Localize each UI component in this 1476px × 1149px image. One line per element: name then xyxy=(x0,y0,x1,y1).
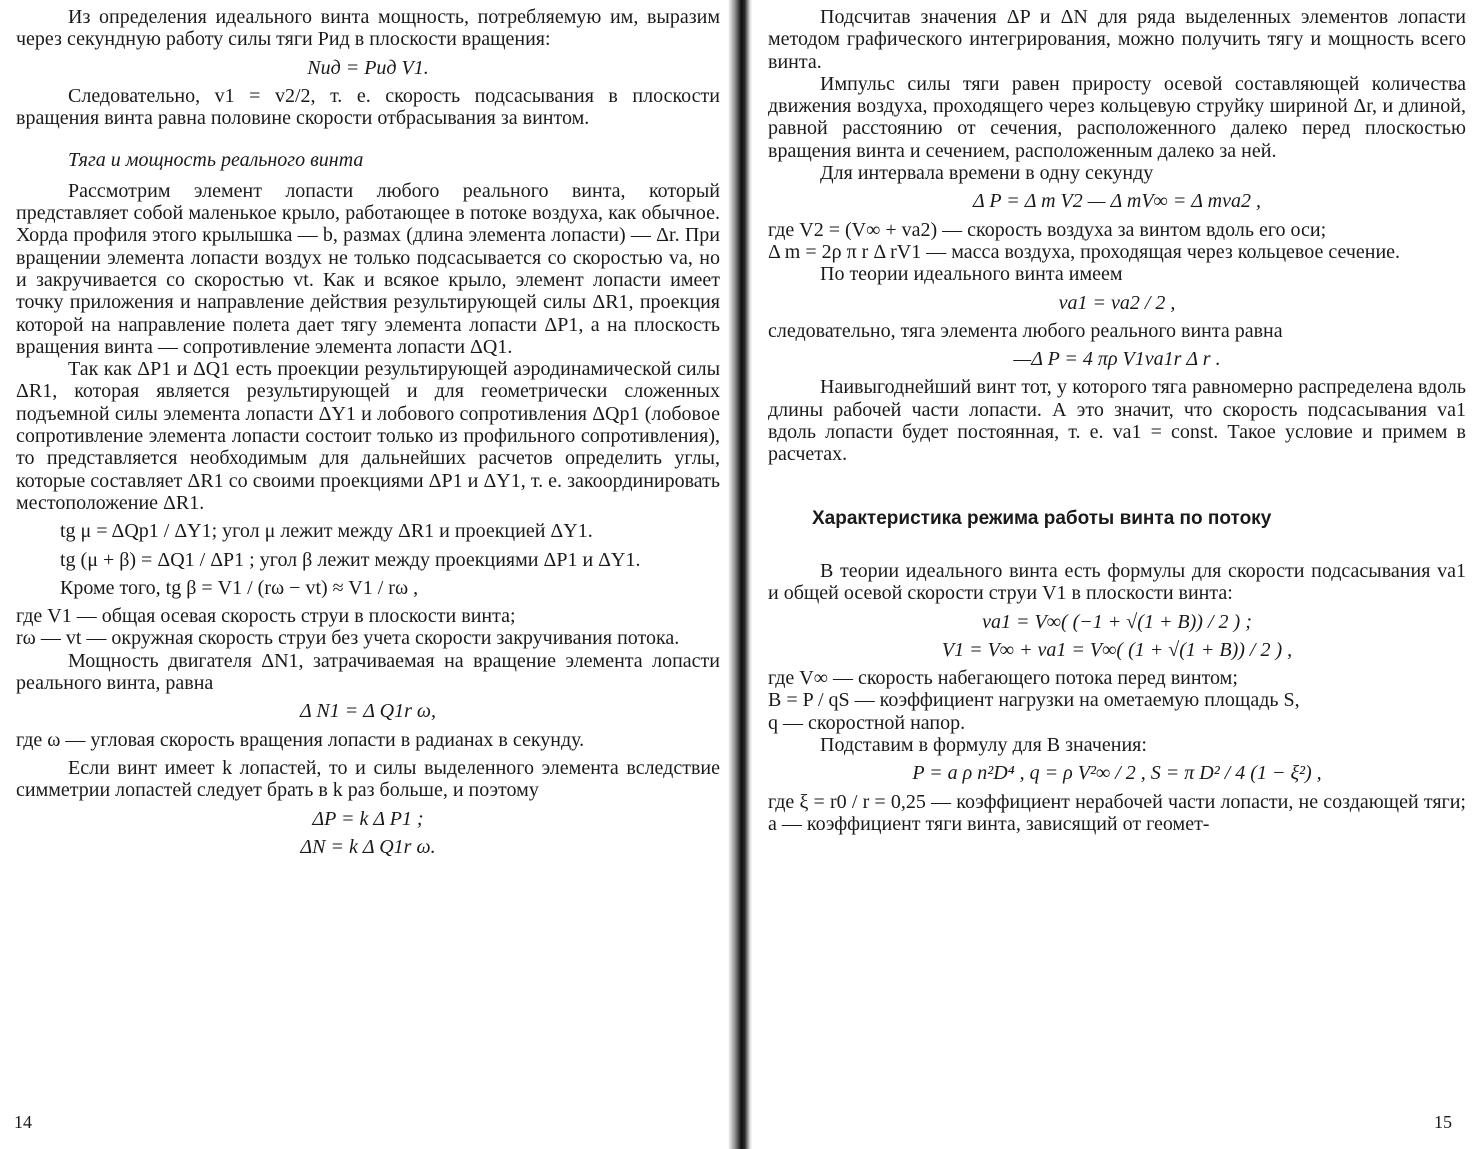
paragraph: где V2 = (V∞ + va2) — скорость воздуха за винтом вдоль его оси; xyxy=(768,218,1327,241)
right-page xyxy=(742,0,1476,1149)
formula: Nид = Pид V1. xyxy=(307,56,429,79)
formula: va1 = va2 / 2 , xyxy=(1058,291,1176,314)
formula: tg (μ + β) = ΔQ1 / ΔP1 ; угол β лежит между проекциями ΔP1 и ΔY1. xyxy=(60,548,641,571)
paragraph: Подставим в формулу для B значения: xyxy=(820,734,1147,757)
paragraph: Мощность двигателя ΔN1, затрачиваемая на вращение элемента лопасти реального винта, равна xyxy=(16,649,720,695)
paragraph: Рассмотрим элемент лопасти любого реального винта, который представляет собой маленькое крыло, работающее в потоке воздуха, как обычное. Хорда профиля этого крылышка — b, размах (длина элемента лопасти) — Δr. При вращении элемента лопасти воздух не только подсасывается со скоростью va, но и закручивается со скоростью vt. Как и всякое крыло, элемент лопасти имеет точку приложения и направление действия результирующей силы ΔR1, проекция которой на направление полета дает тягу элемента лопасти ΔP1, а на плоскость вращения винта — сопротивление элемента лопасти ΔQ1. xyxy=(16,179,720,358)
paragraph: B = P / qS — коэффициент нагрузки на ометаемую площадь S, xyxy=(768,689,1300,712)
paragraph: В теории идеального винта есть формулы для скорости подсасывания va1 и общей осевой скорости струи V1 в плоскости винта: xyxy=(768,559,1466,605)
paragraph: Для интервала времени в одну секунду xyxy=(820,162,1154,185)
paragraph: Импульс силы тяги равен приросту осевой составляющей количества движения воздуха, проходящего через кольцевую струйку шириной Δr, и длиной, равной расстоянию от сечения, расположенного далеко перед плоскостью вращения винта и сечением, расположенным далеко за ней. xyxy=(768,72,1466,162)
paragraph: Так как ΔP1 и ΔQ1 есть проекции результирующей аэродинамической силы ΔR1, которая является результирующей и для геометрически сложенных подъемной силы элемента лопасти ΔY1 и лобового сопротивления ΔQp1 (лобовое сопротивление элемента лопасти состоит только из профильного сопротивления), то представляется необходимым для дальнейших расчетов определить углы, которые составляет ΔR1 со своими проекциями ΔP1 и ΔY1, т. е. закоординировать местоположение ΔR1. xyxy=(16,358,720,514)
formula: —Δ P = 4 πρ V1va1r Δ r . xyxy=(1013,348,1221,371)
formula: ΔN = k Δ Q1r ω. xyxy=(300,835,436,858)
formula: Кроме того, tg β = V1 / (rω − vt) ≈ V1 / rω , xyxy=(60,576,419,599)
section-heading: Тяга и мощность реального винта xyxy=(68,149,364,172)
paragraph: Подсчитав значения ΔP и ΔN для ряда выделенных элементов лопасти методом графического интегрирования, можно получить тягу и мощность всего винта. xyxy=(768,6,1466,73)
paragraph: где V∞ — скорость набегающего потока перед винтом; xyxy=(768,667,1238,690)
paragraph: где ω — угловая скорость вращения лопасти в радианах в секунду. xyxy=(16,728,585,751)
paragraph: q — скоростной напор. xyxy=(768,711,966,734)
section-heading: Характеристика режима работы винта по потоку xyxy=(812,507,1272,529)
formula: tg μ = ΔQp1 / ΔY1; угол μ лежит между ΔR1 и проекцией ΔY1. xyxy=(60,520,593,543)
formula: Δ N1 = Δ Q1r ω, xyxy=(300,700,436,723)
paragraph: Если винт имеет k лопастей, то и силы выделенного элемента вследствие симметрии лопастей следует брать в k раз больше, и поэтому xyxy=(16,756,720,802)
paragraph: где V1 — общая осевая скорость струи в плоскости винта; xyxy=(16,605,516,628)
paragraph: Из определения идеального винта мощность, потребляемую им, выразим через секундную работу силы тяги Pид в плоскости вращения: xyxy=(16,6,720,51)
paragraph: Δ m = 2ρ π r Δ rV1 — масса воздуха, проходящая через кольцевое сечение. xyxy=(768,240,1401,263)
formula: P = a ρ n²D⁴ , q = ρ V²∞ / 2 , S = π D² / 4 (1 − ξ²) , xyxy=(912,762,1322,785)
paragraph: следовательно, тяга элемента любого реального винта равна xyxy=(768,319,1283,342)
paragraph: По теории идеального винта имеем xyxy=(820,263,1123,286)
paragraph: где ξ = r0 / r = 0,25 — коэффициент нерабочей части лопасти, не создающей тяги; a — коэффициент тяги винта, зависящий от геомет- xyxy=(768,790,1466,835)
paragraph: rω — vt — окружная скорость струи без учета скорости закручивания потока. xyxy=(16,627,680,650)
paragraph: Наивыгоднейший винт тот, у которого тяга равномерно распределена вдоль длины рабочей части лопасти. А это значит, что скорость подсасывания va1 вдоль лопасти будет постоянная, т. е. va1 = const. Такое условие и примем в расчетах. xyxy=(768,376,1466,466)
formula: Δ P = Δ m V2 — Δ mV∞ = Δ mva2 , xyxy=(972,190,1262,213)
formula: va1 = V∞( (−1 + √(1 + B)) / 2 ) ; xyxy=(982,610,1252,633)
page-number: 14 xyxy=(14,1111,32,1132)
paragraph: Следовательно, v1 = v2/2, т. е. скорость подсасывания в плоскости вращения винта равна половине скорости отбрасывания за винтом. xyxy=(16,84,720,130)
formula: V1 = V∞ + va1 = V∞( (1 + √(1 + B)) / 2 ) , xyxy=(941,638,1293,661)
page-number: 15 xyxy=(1434,1111,1452,1132)
formula: ΔP = k Δ P1 ; xyxy=(312,807,424,830)
